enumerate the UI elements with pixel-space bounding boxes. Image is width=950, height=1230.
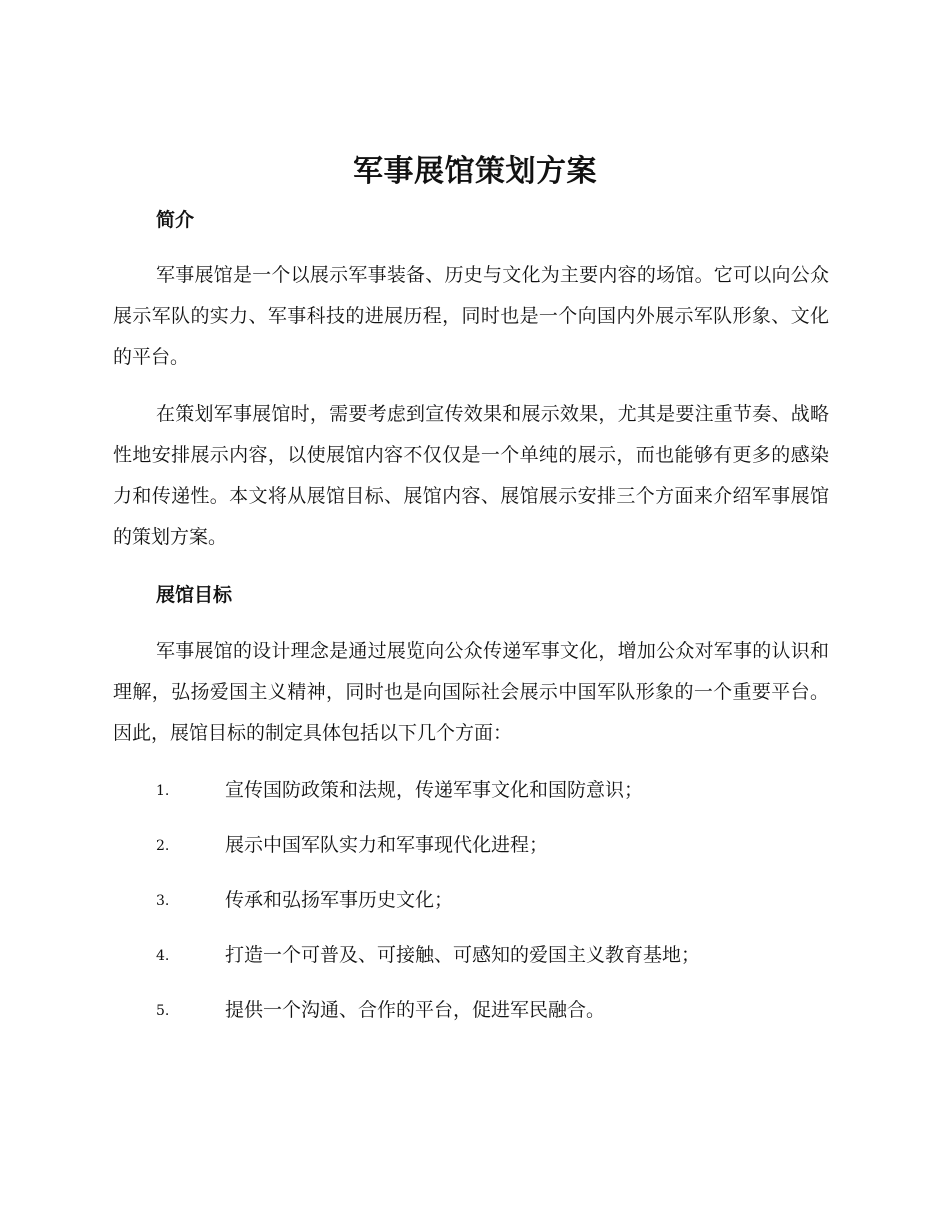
list-item-text: 宣传国防政策和法规，传递军事文化和国防意识； (225, 779, 644, 801)
list-item-number: 3. (156, 893, 170, 909)
section-heading-goals: 展馆目标 (156, 584, 233, 606)
list-item-number: 2. (156, 838, 170, 854)
intro-paragraph-2: 在策划军事展馆时，需要考虑到宣传效果和展示效果，尤其是要注重节奏、战略性地安排展示内容，以使展馆内容不仅仅是一个单纯的展示，而也能够有更多的感染力和传递性。本文将从展馆目标、展馆内容、展馆展示安排三个方面来介绍军事展馆的策划方案。 (113, 403, 829, 548)
list-item-text: 展示中国军队实力和军事现代化进程； (225, 834, 549, 856)
document-title: 军事展馆策划方案 (353, 154, 597, 189)
list-item-text: 提供一个沟通、合作的平台，促进军民融合。 (225, 999, 606, 1021)
section-heading-intro: 简介 (156, 209, 195, 231)
list-item-number: 5. (156, 1003, 170, 1019)
list-item-text: 传承和弘扬军事历史文化； (225, 889, 454, 911)
list-item-number: 1. (156, 783, 170, 799)
intro-paragraph-1: 军事展馆是一个以展示军事装备、历史与文化为主要内容的场馆。它可以向公众展示军队的实力、军事科技的进展历程，同时也是一个向国内外展示军队形象、文化的平台。 (113, 264, 829, 368)
list-item-text: 打造一个可普及、可接触、可感知的爱国主义教育基地； (225, 944, 701, 966)
list-item-number: 4. (156, 948, 170, 964)
goals-paragraph: 军事展馆的设计理念是通过展览向公众传递军事文化，增加公众对军事的认识和理解，弘扬爱国主义精神，同时也是向国际社会展示中国军队形象的一个重要平台。因此，展馆目标的制定具体包括以下几个方面： (113, 640, 829, 744)
